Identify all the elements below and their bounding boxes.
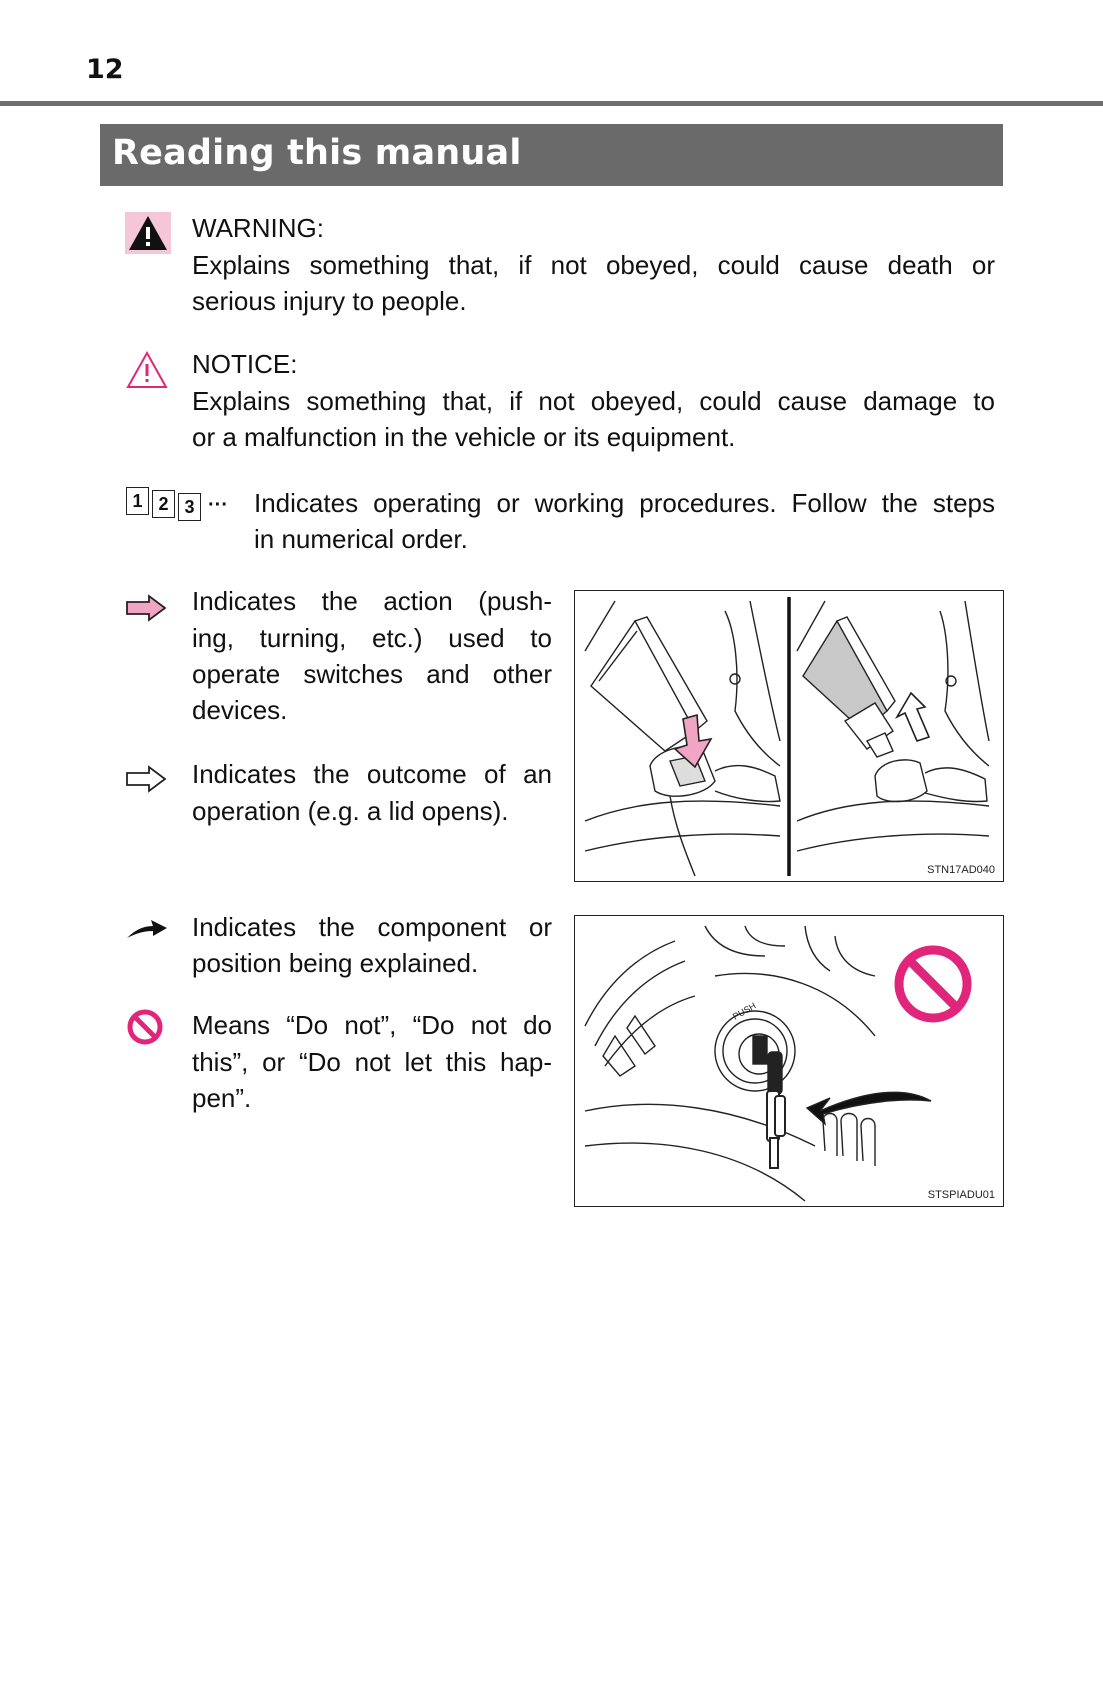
warning-text-line-2: serious injury to people. [192, 286, 467, 316]
section-title-bar [100, 124, 1003, 186]
component-text-line-1: Indicates the component or [192, 912, 552, 942]
steps-text-line-1: Indicates operating or working procedures. Follow the steps [254, 488, 995, 518]
step-number-3: 3 [178, 493, 201, 521]
do-not-text-line-2: this”, or “Do not let this hap- [192, 1047, 552, 1077]
seatbelt-illustration [574, 590, 1004, 882]
warning-label: WARNING: [192, 213, 324, 243]
steps-text-line-2: in numerical order. [254, 524, 468, 554]
step-number-2: 2 [152, 490, 175, 518]
ignition-key-illustration [574, 915, 1004, 1207]
notice-text-line-1: Explains something that, if not obeyed, could cause damage to [192, 386, 995, 416]
action-text-line-3: operate switches and other [192, 659, 552, 689]
component-pointer-icon [125, 918, 169, 945]
action-text-line-4: devices. [192, 695, 288, 725]
outcome-arrow-icon [125, 765, 167, 798]
section-title: Reading this manual [112, 133, 522, 173]
action-arrow-icon [125, 594, 167, 627]
do-not-text-line-1: Means “Do not”, “Do not do [192, 1010, 552, 1040]
action-text-line-2: ing, turning, etc.) used to [192, 623, 552, 653]
page-number: 12 [86, 54, 124, 85]
do-not-icon [126, 1008, 164, 1051]
key-figure-code: STSPIADU01 [927, 1189, 995, 1201]
key-push-label: PUSH [731, 1000, 758, 1022]
notice-text-line-2: or a malfunction in the vehicle or its equipment. [192, 422, 736, 452]
warning-text-line-1: Explains something that, if not obeyed, could cause death or [192, 250, 995, 280]
warning-icon [125, 212, 171, 259]
header-rule [0, 101, 1103, 106]
seatbelt-figure-code: STN17AD040 [927, 864, 995, 876]
step-number-1: 1 [126, 487, 149, 515]
do-not-text-line-3: pen”. [192, 1083, 252, 1113]
component-text-line-2: position being explained. [192, 948, 479, 978]
action-text-line-1: Indicates the action (push- [192, 586, 552, 616]
steps-ellipsis: ··· [208, 494, 228, 516]
notice-label: NOTICE: [192, 349, 298, 379]
notice-icon [125, 350, 169, 395]
outcome-text-line-1: Indicates the outcome of an [192, 759, 552, 789]
outcome-text-line-2: operation (e.g. a lid opens). [192, 796, 509, 826]
